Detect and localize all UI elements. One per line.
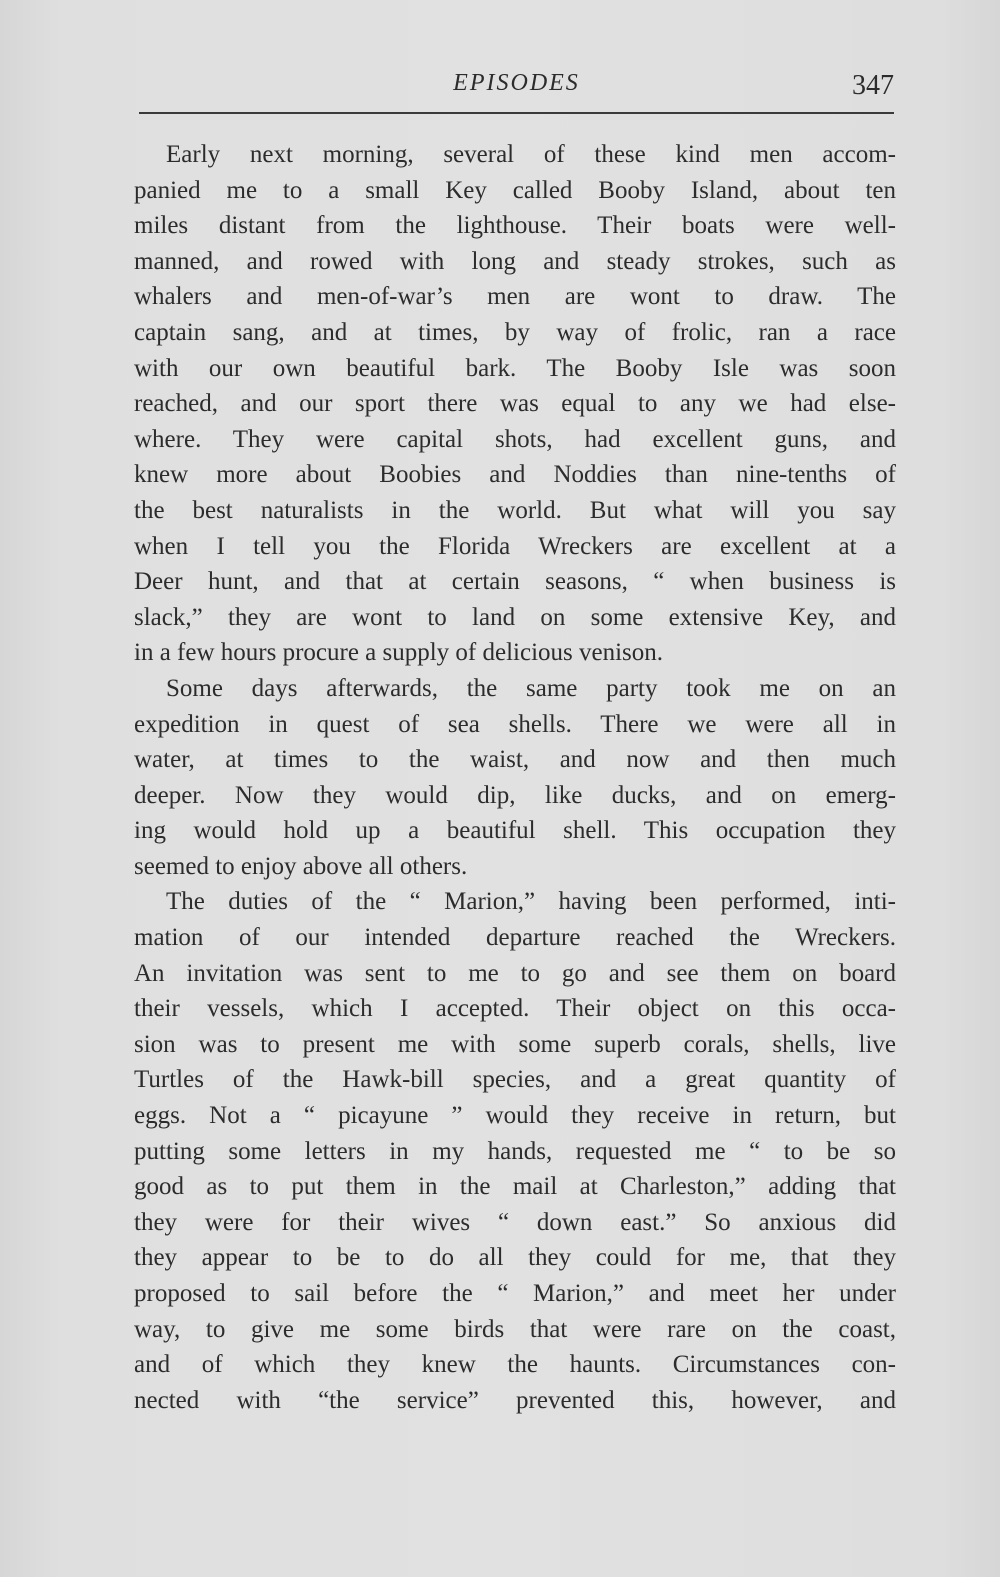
text-line: reached, and our sport there was equal to any we had else- <box>134 390 896 418</box>
text-line: The duties of the “ Marion,” having been performed, inti- <box>166 888 896 916</box>
text-line: with our own beautiful bark. The Booby Isle was soon <box>134 354 896 382</box>
text-line: deeper. Now they would dip, like ducks, and on emerg- <box>134 781 896 809</box>
text-line: in a few hours procure a supply of delicious venison. <box>134 639 664 667</box>
running-head: EPISODES <box>453 70 580 96</box>
text-line: they appear to be to do all they could for me, that they <box>134 1244 896 1272</box>
text-line: knew more about Boobies and Noddies than nine-tenths of <box>134 461 896 489</box>
text-line: when I tell you the Florida Wreckers are excellent at a <box>134 532 896 560</box>
text-line: nected with “the service” prevented this, however, and <box>134 1386 896 1414</box>
text-line: seemed to enjoy above all others. <box>134 852 468 880</box>
text-line: whalers and men-of-war’s men are wont to draw. The <box>134 283 896 311</box>
text-line: An invitation was sent to me to go and see them on board <box>134 959 896 987</box>
text-line: Some days afterwards, the same party took me on an <box>166 674 896 702</box>
text-line: their vessels, which I accepted. Their object on this occa- <box>134 995 896 1023</box>
text-line: miles distant from the lighthouse. Their boats were well- <box>134 212 896 240</box>
page-number: 347 <box>852 70 894 101</box>
text-line: ing would hold up a beautiful shell. This occupation they <box>134 817 896 845</box>
text-line: Deer hunt, and that at certain seasons, “ when business is <box>134 568 896 596</box>
text-line: slack,” they are wont to land on some extensive Key, and <box>134 603 896 631</box>
text-line: captain sang, and at times, by way of frolic, ran a race <box>134 318 896 346</box>
text-line: Turtles of the Hawk-bill species, and a great quantity of <box>134 1066 896 1094</box>
text-line: good as to put them in the mail at Charleston,” adding that <box>134 1173 896 1201</box>
page-header <box>139 66 894 114</box>
text-line: manned, and rowed with long and steady strokes, such as <box>134 247 896 275</box>
text-line: sion was to present me with some superb corals, shells, live <box>134 1030 896 1058</box>
text-line: where. They were capital shots, had excellent guns, and <box>134 425 896 453</box>
text-line: water, at times to the waist, and now and then much <box>134 746 896 774</box>
text-line: eggs. Not a “ picayune ” would they receive in return, but <box>134 1102 896 1130</box>
text-line: and of which they knew the haunts. Circumstances con- <box>134 1351 896 1379</box>
text-line: Early next morning, several of these kind men accom- <box>166 141 896 168</box>
text-line: way, to give me some birds that were rare on the coast, <box>134 1315 896 1343</box>
text-line: putting some letters in my hands, requested me “ to be so <box>134 1137 896 1165</box>
text-line: they were for their wives “ down east.” So anxious did <box>134 1208 896 1236</box>
text-line: expedition in quest of sea shells. There we were all in <box>134 710 896 738</box>
text-line: proposed to sail before the “ Marion,” and meet her under <box>134 1280 896 1307</box>
text-line: the best naturalists in the world. But what will you say <box>134 496 896 524</box>
body-text <box>134 137 896 1418</box>
text-line: panied me to a small Key called Booby Island, about ten <box>134 176 896 204</box>
text-line: mation of our intended departure reached the Wreckers. <box>134 924 896 952</box>
